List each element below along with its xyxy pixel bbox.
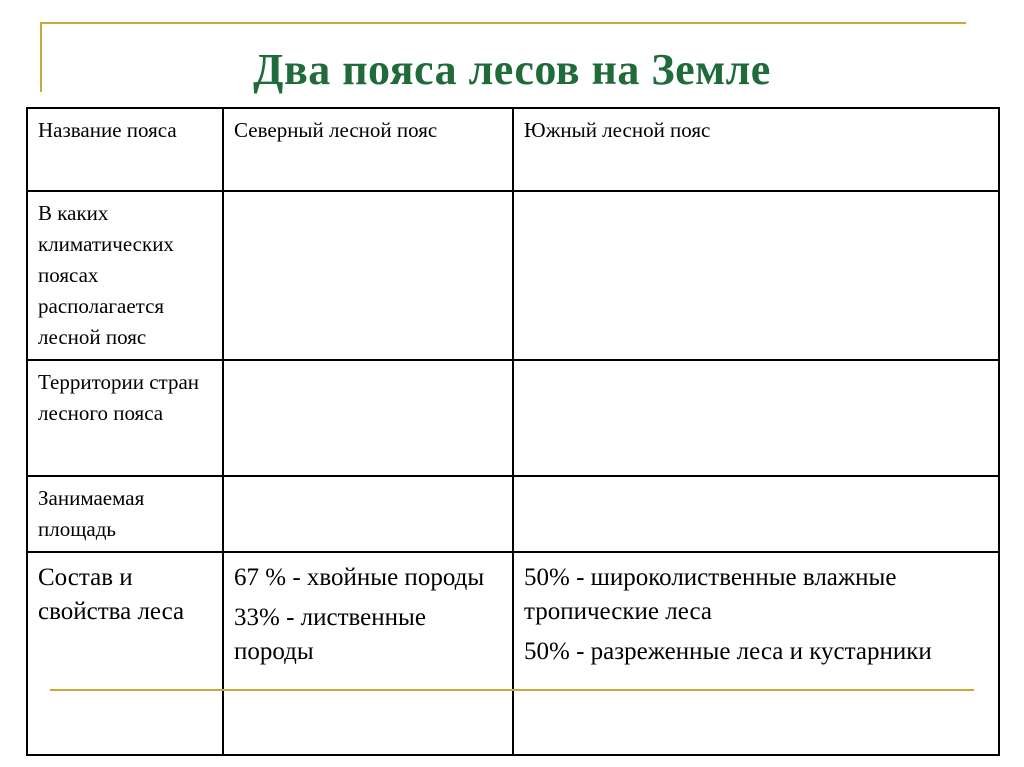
table-row-climate bbox=[27, 191, 999, 360]
cell-climate-north bbox=[223, 191, 513, 360]
cell-composition-label: Состав и свойства леса bbox=[27, 552, 223, 755]
cell-climate-south bbox=[513, 191, 999, 360]
table-row-area bbox=[27, 476, 999, 552]
cell-belt-name-label: Название пояса bbox=[27, 108, 223, 191]
north-composition-line: 67 % - хвойные породы bbox=[234, 564, 485, 591]
cell-composition-south bbox=[513, 552, 999, 755]
forest-belts-table bbox=[26, 107, 1000, 756]
decorative-top-line bbox=[40, 22, 966, 24]
cell-territories-north bbox=[223, 360, 513, 476]
table-row-composition bbox=[27, 552, 999, 755]
cell-area-south bbox=[513, 476, 999, 552]
cell-area-north bbox=[223, 476, 513, 552]
decorative-bottom-line bbox=[50, 689, 974, 691]
cell-composition-north bbox=[223, 552, 513, 755]
table-row-header bbox=[27, 108, 999, 191]
cell-south-belt-header: Южный лесной пояс bbox=[513, 108, 999, 191]
cell-area-label: Занимаемая площадь bbox=[27, 476, 223, 552]
south-composition-line: 50% - широколиственные влажные тропические леса bbox=[524, 564, 897, 625]
cell-north-belt-header: Северный лесной пояс bbox=[223, 108, 513, 191]
table-row-territories bbox=[27, 360, 999, 476]
cell-climate-label: В каких климатических поясах располагается лесной пояс bbox=[27, 191, 223, 360]
slide-title: Два пояса лесов на Земле bbox=[253, 45, 771, 94]
north-composition-line: 33% - лиственные породы bbox=[234, 604, 426, 665]
cell-territories-south bbox=[513, 360, 999, 476]
cell-territories-label: Территории стран лесного пояса bbox=[27, 360, 223, 476]
south-composition-line: 50% - разреженные леса и кустарники bbox=[524, 638, 932, 665]
